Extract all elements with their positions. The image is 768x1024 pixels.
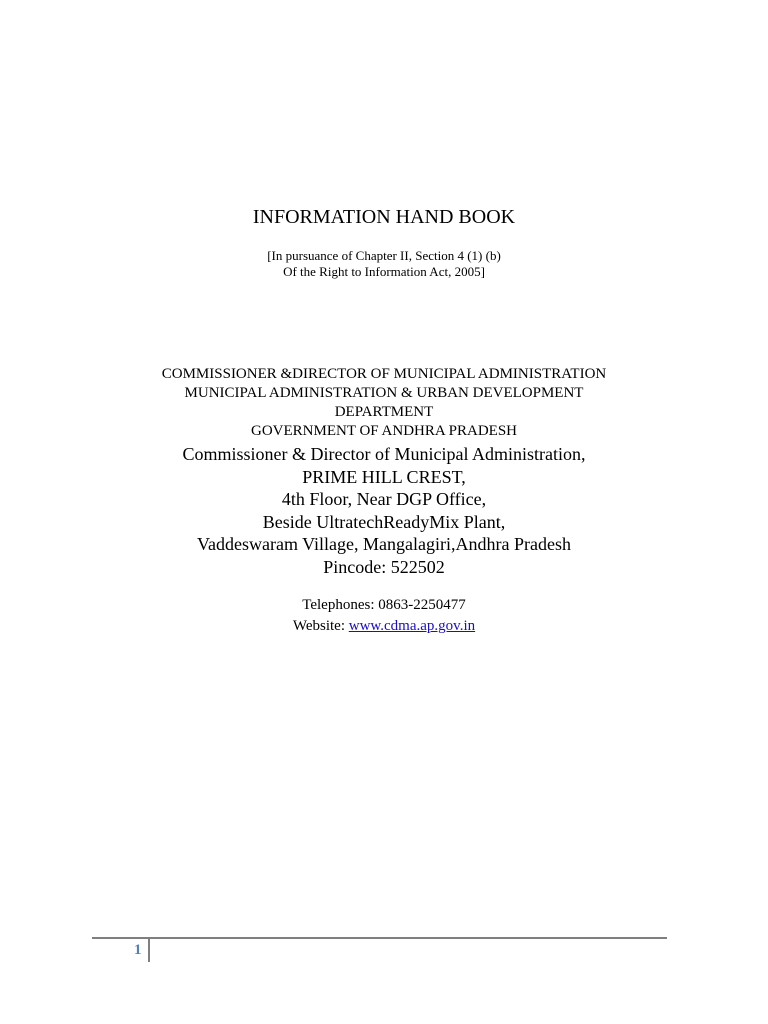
org-line-1: COMMISSIONER &DIRECTOR OF MUNICIPAL ADMINISTRATION: [161, 366, 607, 382]
address-line-1: Commissioner & Director of Municipal Administration,: [182, 444, 586, 464]
page-number-divider: [148, 939, 150, 962]
address-line-3: 4th Floor, Near DGP Office,: [281, 489, 487, 509]
website-label: Website:: [292, 618, 349, 634]
address-line-2: PRIME HILL CREST,: [302, 467, 466, 487]
org-line-4: GOVERNMENT OF ANDHRA PRADESH: [250, 423, 517, 439]
org-line-3: DEPARTMENT: [334, 404, 434, 420]
subtitle-line-1: [In pursuance of Chapter II, Section 4 (1) (b): [267, 248, 501, 263]
document-title: INFORMATION HAND BOOK: [252, 206, 516, 228]
website-link[interactable]: www.cdma.ap.gov.in: [348, 618, 476, 634]
address-line-5: Vaddeswaram Village, Mangalagiri,Andhra Pradesh: [197, 534, 571, 554]
page-number: 1: [134, 942, 142, 958]
address-line-6: Pincode: 522502: [323, 557, 445, 577]
website-line: [0, 618, 768, 635]
telephones-line: Telephones: 0863-2250477: [302, 597, 466, 613]
subtitle-line-2: Of the Right to Information Act, 2005]: [283, 264, 485, 279]
footer-rule: [92, 937, 667, 939]
address-line-4: Beside UltratechReadyMix Plant,: [262, 512, 506, 532]
org-line-2: MUNICIPAL ADMINISTRATION & URBAN DEVELOPMENT: [184, 385, 584, 401]
